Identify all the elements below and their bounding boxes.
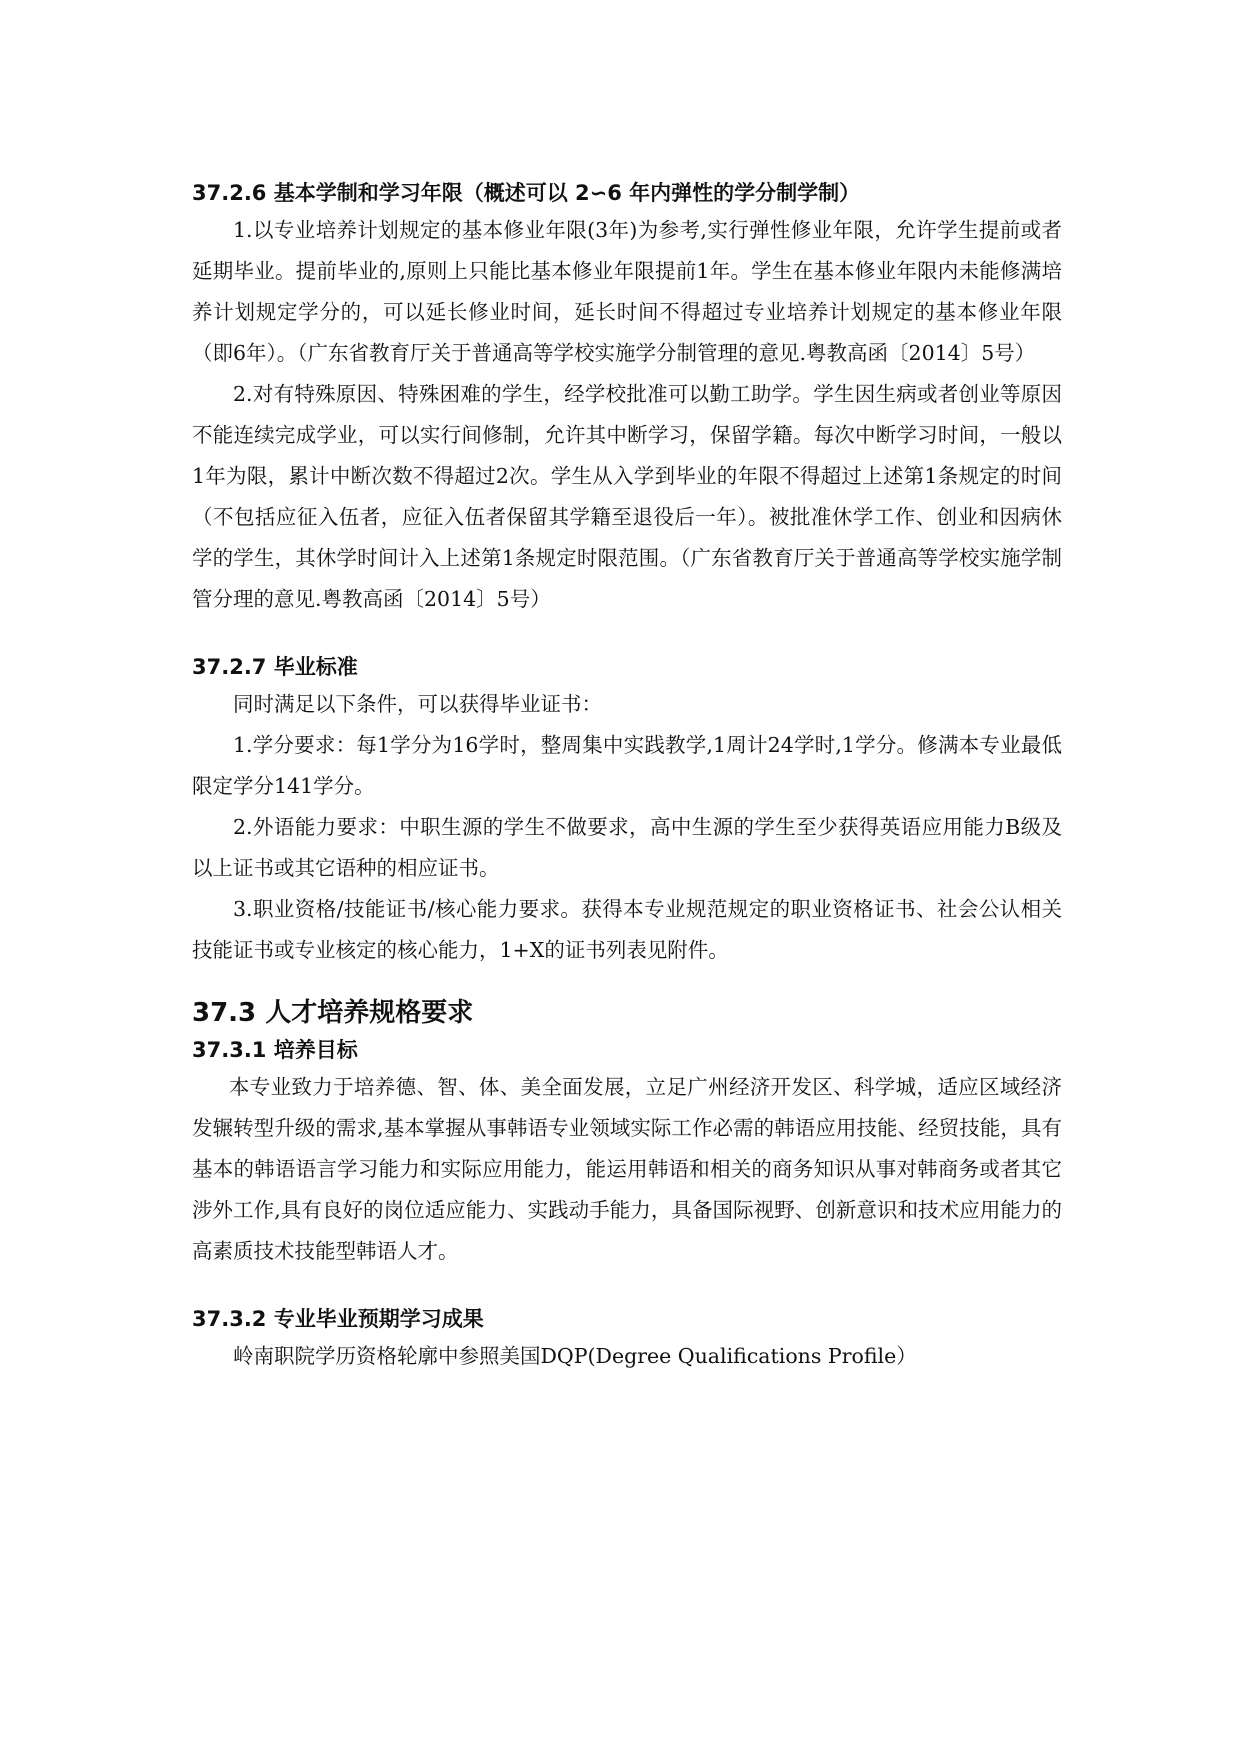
paragraph: 同时满足以下条件，可以获得毕业证书： (233, 692, 602, 716)
paragraph: 2.对有特殊原因、特殊困难的学生，经学校批准可以勤工助学。学生因生病或者创业等原因不能连续完成学业，可以实行间修制，允许其中断学习，保留学籍。每次中断学习时间，一般以1年为限，累计中断次数不得超过2次。学生从入学到毕业的年限不得超过上述第1条规定的时间（不包括应征入伍者，应征入伍者保留其学籍至退役后一年）。被批准休学工作、创业和因病休学的学生，其休学时间计入上述第1条规定时限范围。（广东省教育厅关于普通高等学校实施学制管分理的意见.粤教高函〔2014〕5号） (192, 382, 1062, 611)
section-heading: 37.2.6 基本学制和学习年限（概述可以 2∽6 年内弹性的学分制学制） (192, 181, 861, 205)
chapter-heading: 37.3 人才培养规格要求 (192, 998, 474, 1028)
section-37-2-7 (192, 650, 1062, 971)
section-37-2-6 (192, 176, 1062, 620)
section-heading: 37.3.2 专业毕业预期学习成果 (192, 1307, 484, 1331)
paragraph: 岭南职院学历资格轮廓中参照美国DQP(Degree Qualifications Profile） (233, 1344, 917, 1368)
section-37-3-1 (192, 1033, 1062, 1272)
section-heading: 37.2.7 毕业标准 (192, 655, 358, 679)
section-heading: 37.3.1 培养目标 (192, 1038, 358, 1062)
document-page (192, 176, 1062, 1377)
paragraph: 1.以专业培养计划规定的基本修业年限(3年)为参考,实行弹性修业年限，允许学生提前或者延期毕业。提前毕业的,原则上只能比基本修业年限提前1年。学生在基本修业年限内未能修满培养计划规定学分的，可以延长修业时间，延长时间不得超过专业培养计划规定的基本修业年限（即6年）。（广东省教育厅关于普通高等学校实施学分制管理的意见.粤教高函〔2014〕5号） (192, 218, 1062, 365)
paragraph: 2.外语能力要求：中职生源的学生不做要求，高中生源的学生至少获得英语应用能力B级及以上证书或其它语种的相应证书。 (192, 815, 1062, 880)
paragraph: 本专业致力于培养德、智、体、美全面发展，立足广州经济开发区、科学城，适应区域经济发辗转型升级的需求,基本掌握从事韩语专业领域实际工作必需的韩语应用技能、经贸技能，具有基本的韩语语言学习能力和实际应用能力，能运用韩语和相关的商务知识从事对韩商务或者其它涉外工作,具有良好的岗位适应能力、实践动手能力，具备国际视野、创新意识和技术应用能力的高素质技术技能型韩语人才。 (192, 1075, 1062, 1263)
paragraph: 3.职业资格/技能证书/核心能力要求。获得本专业规范规定的职业资格证书、社会公认相关技能证书或专业核定的核心能力，1+X的证书列表见附件。 (192, 897, 1062, 962)
section-37-3-2 (192, 1302, 1062, 1377)
section-37-3 (192, 993, 1062, 1033)
paragraph: 1.学分要求：每1学分为16学时，整周集中实践教学,1周计24学时,1学分。修满本专业最低限定学分141学分。 (192, 733, 1062, 798)
